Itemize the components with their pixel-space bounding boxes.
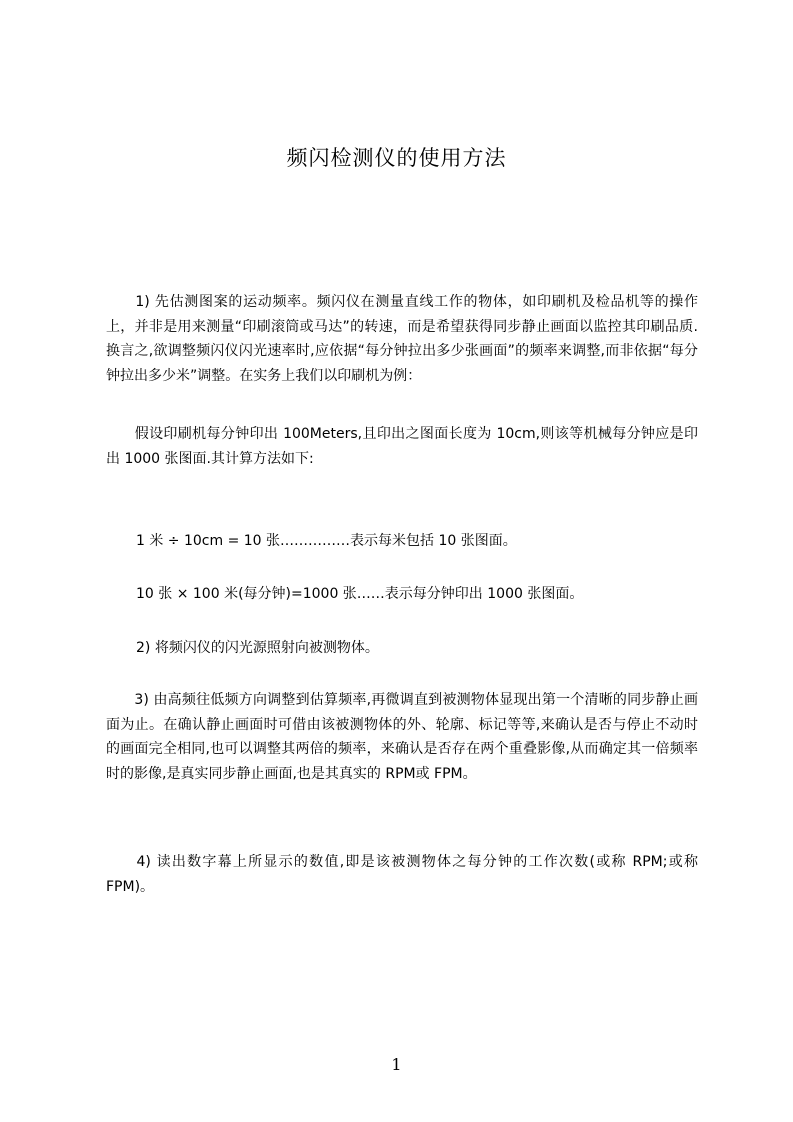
paragraph-step4: 4) 读出数字幕上所显示的数值,即是该被测物体之每分钟的工作次数(或称 RPM;或称 FPM)。 — [106, 854, 698, 895]
calculation-line-1: 1 米 ÷ 10cm = 10 张……………表示每米包括 10 张图面。 — [136, 533, 517, 549]
page-number: 1 — [391, 1055, 402, 1074]
calculation-line-2: 10 张 × 100 米(每分钟)=1000 张……表示每分钟印出 1000 张图面。 — [136, 586, 584, 602]
paragraph-step2: 2) 将频闪仪的闪光源照射向被测物体。 — [136, 640, 379, 656]
paragraph-step3: 3) 由高频往低频方向调整到估算频率,再微调直到被测物体显现出第一个清晰的同步静止画面为止。在确认静止画面时可借由该被测物体的外、轮廓、标记等等,来确认是否与停止不动时的画面完全相同,也可以调整其两倍的频率，来确认是否存在两个重叠影像,从而确定其一倍频率时的影像,是真实同步静止画面,也是其真实的 RPM或 FPM。 — [106, 692, 698, 782]
paragraph-step1: 1) 先估测图案的运动频率。频闪仪在测量直线工作的物体，如印刷机及检品机等的操作上，并非是用来测量“印刷滚筒或马达”的转速，而是希望获得同步静止画面以监控其印刷品质.换言之,欲调整频闪仪闪光速率时,应依据“每分钟拉出多少张画面”的频率来调整,而非依据“每分钟拉出多少米”调整。在实务上我们以印刷机为例： — [106, 294, 698, 384]
paragraph-example: 假设印刷机每分钟印出 100Meters,且印出之图面长度为 10cm,则该等机械每分钟应是印出 1000 张图面.其计算方法如下: — [106, 426, 698, 467]
page-title: 频闪检测仪的使用方法 — [286, 146, 507, 170]
